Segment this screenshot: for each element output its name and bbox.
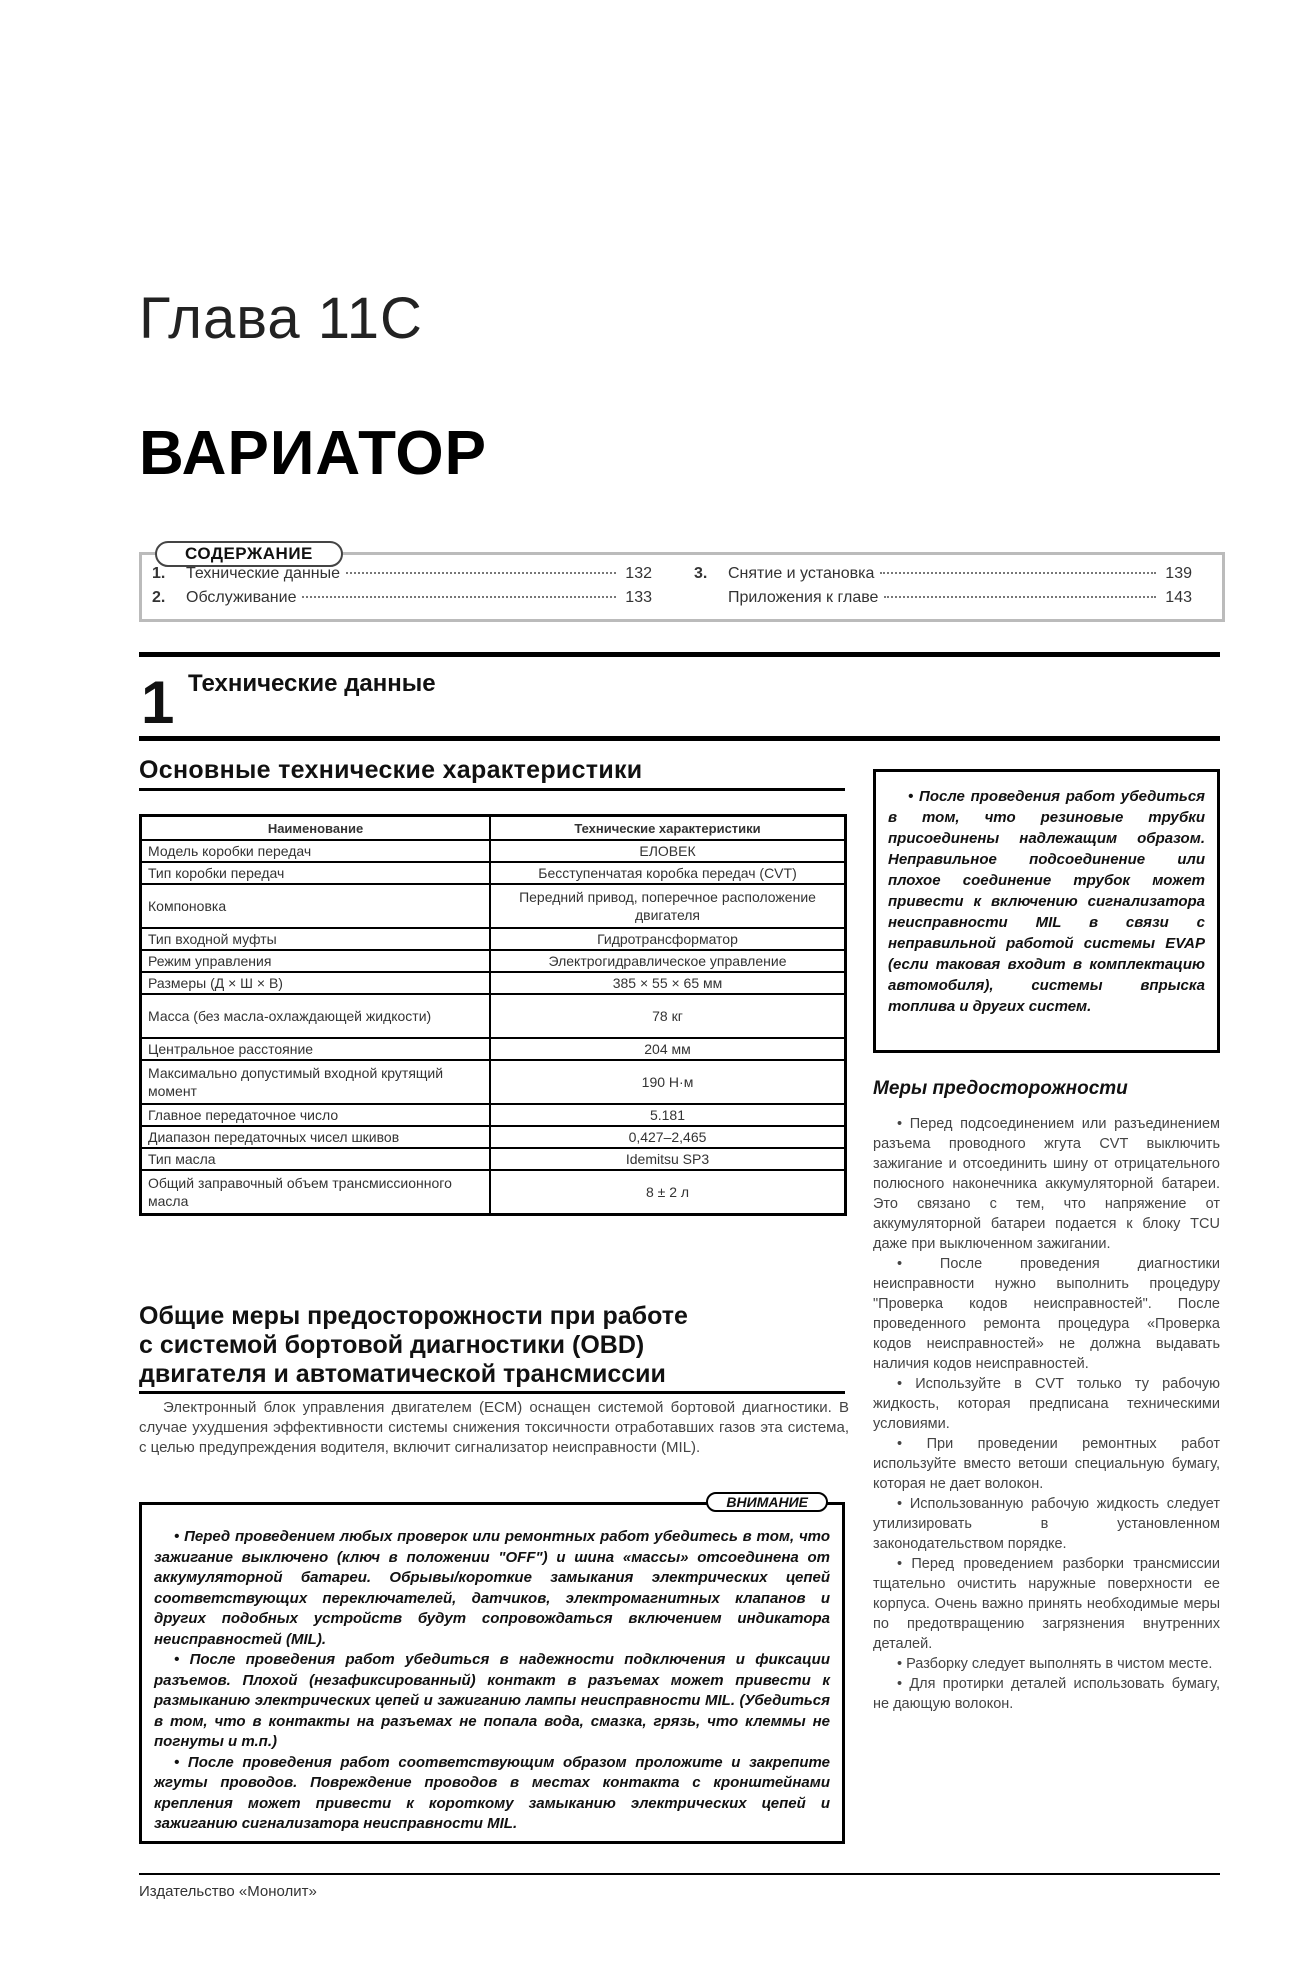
table-row: [141, 862, 846, 884]
toc-item[interactable]: [694, 565, 1192, 583]
toc-item-label: Приложения к главе: [728, 589, 879, 606]
spec-name: Масса (без масла-охлаждающей жидкости): [141, 994, 491, 1038]
spec-value: 78 кг: [490, 994, 846, 1038]
section-rule-bottom: [139, 736, 1220, 741]
table-header-row: [141, 816, 846, 841]
table-row: [141, 1104, 846, 1126]
table-of-contents: [139, 544, 1225, 622]
toc-item-page: 143: [1165, 589, 1192, 606]
spec-name: Тип коробки передач: [141, 862, 491, 884]
toc-dots: [880, 572, 1156, 574]
table-row: [141, 994, 846, 1038]
precaution-paragraph: • При проведении ремонтных работ используйте вместо ветоши специальную бумагу, которая не дает волокон.: [873, 1436, 1220, 1492]
spec-value: 190 Н·м: [490, 1060, 846, 1104]
toc-item-number: 1.: [152, 565, 166, 582]
toc-dots: [884, 596, 1156, 598]
spec-name: Диапазон передаточных чисел шкивов: [141, 1126, 491, 1148]
table-row: [141, 1170, 846, 1214]
toc-item-number: 3.: [694, 565, 708, 582]
obd-heading-rule: [139, 1391, 845, 1394]
warning-label: ВНИМАНИЕ: [706, 1492, 828, 1512]
spec-value: 5.181: [490, 1104, 846, 1126]
specs-heading-rule: [139, 788, 845, 791]
spec-value: ЕЛОВЕК: [490, 840, 846, 862]
toc-dots: [346, 572, 616, 574]
spec-value: 204 мм: [490, 1038, 846, 1060]
obd-heading-line: с системой бортовой диагностики (OBD): [139, 1331, 645, 1359]
spec-value: 0,427–2,465: [490, 1126, 846, 1148]
footer-rule: [139, 1873, 1220, 1875]
table-row: [141, 1060, 846, 1104]
precautions-heading: Меры предосторожности: [873, 1078, 1128, 1099]
table-row: [141, 928, 846, 950]
precautions-text: [873, 1114, 1220, 1714]
precaution-paragraph: • Разборку следует выполнять в чистом месте.: [897, 1656, 1213, 1672]
specs-table: [139, 814, 847, 1216]
obd-paragraph: Электронный блок управления двигателем (ЕСМ) оснащен системой бортовой диагностики. В случае ухудшения эффективности системы снижения токсичности отработавших газов эта система, с целью предупреждения водителя, включит сигнализатор неисправности (MIL).: [139, 1399, 849, 1456]
obd-heading-line: Общие меры предосторожности при работе: [139, 1302, 688, 1330]
spec-name: Размеры (Д × Ш × В): [141, 972, 491, 994]
table-row: [141, 1148, 846, 1170]
toc-dots: [302, 596, 616, 598]
column-header: Наименование: [141, 816, 491, 841]
spec-value: Электрогидравлическое управление: [490, 950, 846, 972]
spec-name: Режим управления: [141, 950, 491, 972]
precaution-paragraph: • Использованную рабочую жидкость следует утилизировать в установленном законодательством порядке.: [873, 1496, 1220, 1552]
spec-value: Гидротрансформатор: [490, 928, 846, 950]
warning-paragraph: • Перед проведением любых проверок или ремонтных работ убедитесь в том, что зажигание выключено (ключ в положении "OFF") и шина «массы» отсоединена от аккумуляторной батареи. Обрывы/короткие замыкания электрических цепей соответствующих переключателей, датчиков, электромагнитных клапанов и других подобных устройств будут сопровождаться включением индикатора неисправностей (MIL).: [154, 1528, 830, 1648]
warning-paragraph: • После проведения работ убедиться в надежности подключения и фиксации разъемов. Плохой (незафиксированный) контакт в разъемах может привести к размыканию электрических цепей и зажиганию лампы неисправности MIL. (Убедиться в том, что в контакты на разъемах не попала вода, смазка, грязь, что клеммы не погнуты и т.п.): [154, 1651, 830, 1750]
spec-name: Общий заправочный объем трансмиссионного масла: [141, 1170, 491, 1214]
toc-item-label: Снятие и установка: [728, 565, 875, 582]
chapter-title: ВАРИАТОР: [139, 419, 487, 488]
note-box: [873, 769, 1220, 1053]
footer-publisher: Издательство «Монолит»: [139, 1883, 317, 1900]
spec-value: Передний привод, поперечное расположение двигателя: [490, 884, 846, 928]
column-header: Технические характеристики: [490, 816, 846, 841]
section-rule-top: [139, 652, 1220, 657]
toc-item[interactable]: [694, 589, 1192, 607]
table-row: [141, 840, 846, 862]
chapter-label: Глава 11С: [139, 286, 423, 351]
obd-heading: [139, 1302, 849, 1389]
precaution-paragraph: • Перед подсоединением или разъединением разъема проводного жгута CVT выключить зажигание и отсоединить шину от отрицательного полюсного наконечника аккумуляторной батареи. Это связано с тем, что напряжение от аккумуляторной батареи подается к блоку TCU даже при выключенном зажигании.: [873, 1116, 1220, 1252]
precaution-paragraph: • Для протирки деталей использовать бумагу, не дающую волокон.: [873, 1676, 1220, 1712]
spec-name: Максимально допустимый входной крутящий момент: [141, 1060, 491, 1104]
section-title: Технические данные: [188, 670, 436, 697]
note-text: • После проведения работ убедиться в том, что резиновые трубки присоединены надлежащим образом. Неправильное подсоединение или плохое соединение трубок может привести к включению сигнализатора неисправности MIL в связи с неправильной работой системы EVAP (если таковая входит в комплектацию автомобиля), системы впрыска топлива и других систем.: [888, 788, 1205, 1015]
toc-item-page: 139: [1165, 565, 1192, 582]
toc-item-label: Технические данные: [186, 565, 341, 582]
spec-value: 385 × 55 × 65 мм: [490, 972, 846, 994]
toc-item-page: 132: [625, 565, 652, 582]
toc-item[interactable]: [152, 565, 652, 583]
toc-item[interactable]: [152, 589, 652, 607]
toc-item-label: Обслуживание: [186, 589, 297, 606]
obd-heading-line: двигателя и автоматической трансмиссии: [139, 1360, 666, 1388]
toc-label: СОДЕРЖАНИЕ: [155, 541, 343, 567]
table-row: [141, 1126, 846, 1148]
spec-name: Компоновка: [141, 884, 491, 928]
specs-heading: Основные технические характеристики: [139, 756, 643, 784]
table-row: [141, 1038, 846, 1060]
warning-paragraph: • После проведения работ соответствующим образом проложите и закрепите жгуты проводов. Повреждение проводов в местах контакта с кронштейнами крепления может привести к короткому замыканию электрических цепей и зажиганию сигнализатора неисправности MIL.: [154, 1753, 830, 1832]
spec-value: 8 ± 2 л: [490, 1170, 846, 1214]
spec-name: Тип входной муфты: [141, 928, 491, 950]
precaution-paragraph: • После проведения диагностики неисправности нужно выполнить процедуру "Проверка кодов неисправностей". После проведенного ремонта процедура «Проверка кодов неисправностей» не должна выдавать наличия кодов неисправностей.: [873, 1256, 1220, 1372]
precaution-paragraph: • Используйте в CVT только ту рабочую жидкость, которая предписана техническими условиями.: [873, 1376, 1220, 1432]
spec-name: Главное передаточное число: [141, 1104, 491, 1126]
spec-name: Модель коробки передач: [141, 840, 491, 862]
table-row: [141, 972, 846, 994]
warning-box: [139, 1494, 845, 1844]
toc-item-number: 2.: [152, 589, 166, 606]
table-row: [141, 884, 846, 928]
spec-value: Idemitsu SP3: [490, 1148, 846, 1170]
spec-name: Центральное расстояние: [141, 1038, 491, 1060]
spec-value: Бесступенчатая коробка передач (CVT): [490, 862, 846, 884]
precaution-paragraph: • Перед проведением разборки трансмиссии тщательно очистить наружные поверхности ее корпуса. Очень важно принять необходимые меры по предотвращению загрязнения внутренних деталей.: [873, 1556, 1220, 1652]
toc-item-page: 133: [625, 589, 652, 606]
section-number: 1: [141, 669, 175, 736]
spec-name: Тип масла: [141, 1148, 491, 1170]
table-row: [141, 950, 846, 972]
